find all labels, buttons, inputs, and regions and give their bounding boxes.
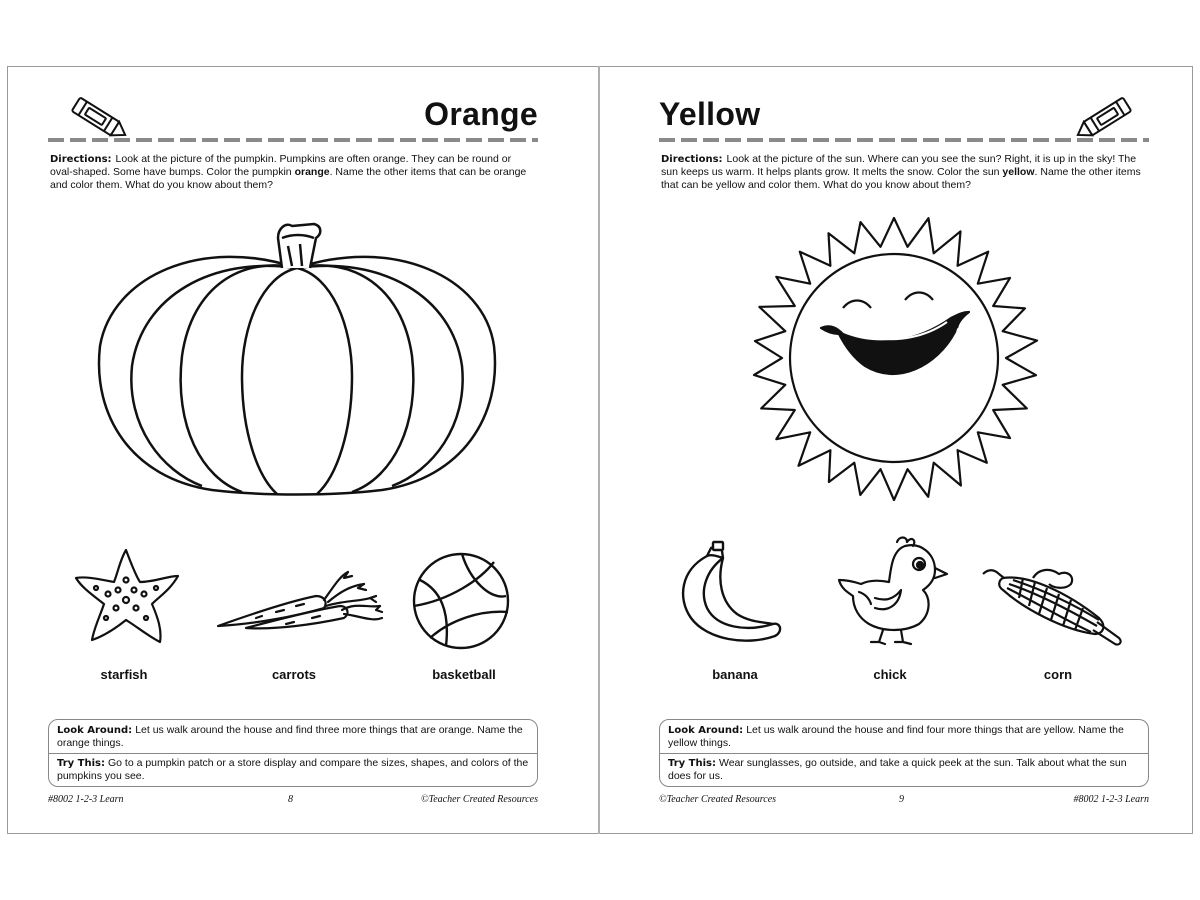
- try-this-label: Try This:: [668, 758, 716, 769]
- footer-publisher: ©Teacher Created Resources: [659, 794, 777, 805]
- footer-book-code: #8002 1-2-3 Learn: [1073, 794, 1149, 805]
- look-around-label: Look Around:: [668, 725, 744, 736]
- activity-box: [48, 719, 538, 787]
- directions-label: Directions:: [661, 154, 723, 165]
- dashed-divider: [48, 138, 538, 142]
- crayon-icon: [1069, 94, 1141, 142]
- basketball-illustration: [410, 550, 512, 652]
- try-this-text: Go to a pumpkin patch or a store display and compare the sizes, shapes, and colors of the pumpkins you see.: [57, 757, 529, 782]
- try-this-row: [660, 753, 1148, 783]
- dashed-divider: [659, 138, 1149, 142]
- sun-illustration: [747, 216, 1041, 500]
- page-number: 8: [288, 794, 293, 805]
- banana-illustration: [677, 540, 787, 644]
- look-around-row: [668, 724, 1140, 750]
- directions-part1: Look at the picture of the sun. Where can you see the sun? Right, it is up in the sky! The sun keeps us warm. It helps plants grow. It melts the snow. Color the sun: [661, 153, 1137, 178]
- directions-text: [50, 153, 536, 192]
- directions-part2: . Name the other items that can be yellow and color them. What do you know about them?: [661, 166, 1141, 191]
- item-label-corn: corn: [1043, 667, 1073, 682]
- try-this-row: [49, 753, 537, 783]
- directions-text: [661, 153, 1147, 192]
- try-this-label: Try This:: [57, 758, 105, 769]
- page-number: 9: [899, 794, 904, 805]
- item-label-banana: banana: [712, 667, 758, 682]
- directions-part1: Look at the picture of the pumpkin. Pumpkins are often orange. They can be round or oval-shaped. Some have bumps. Color the pumpkin: [50, 153, 512, 178]
- directions-part2: . Name the other items that can be orange and color them. What do you know about them?: [50, 166, 527, 191]
- look-around-row: [57, 724, 529, 750]
- page-title: Yellow: [659, 96, 761, 132]
- corn-illustration: [979, 564, 1129, 648]
- look-around-text: Let us walk around the house and find four more things that are yellow. Name the yellow things.: [668, 724, 1124, 749]
- item-label-carrots: carrots: [271, 667, 317, 682]
- activity-box: [659, 719, 1149, 787]
- book-gutter: [598, 66, 600, 834]
- chick-illustration: [835, 536, 955, 646]
- directions-color-word: yellow: [1002, 166, 1035, 178]
- item-label-basketball: basketball: [432, 667, 496, 682]
- pumpkin-illustration: [92, 216, 502, 496]
- look-around-text: Let us walk around the house and find three more things that are orange. Name the orange things.: [57, 724, 523, 749]
- item-label-chick: chick: [873, 667, 907, 682]
- starfish-illustration: [74, 546, 184, 646]
- look-around-label: Look Around:: [57, 725, 133, 736]
- directions-label: Directions:: [50, 154, 112, 165]
- crayon-icon: [62, 94, 134, 142]
- carrots-illustration: [216, 566, 386, 636]
- footer-publisher: ©Teacher Created Resources: [420, 794, 538, 805]
- footer-book-code: #8002 1-2-3 Learn: [48, 794, 124, 805]
- item-label-starfish: starfish: [100, 667, 148, 682]
- right-page: [659, 66, 1149, 834]
- left-page: [48, 66, 538, 834]
- try-this-text: Wear sunglasses, go outside, and take a quick peek at the sun. Talk about what the sun does for us.: [668, 757, 1127, 782]
- directions-color-word: orange: [294, 166, 330, 178]
- page-title: Orange: [424, 96, 538, 132]
